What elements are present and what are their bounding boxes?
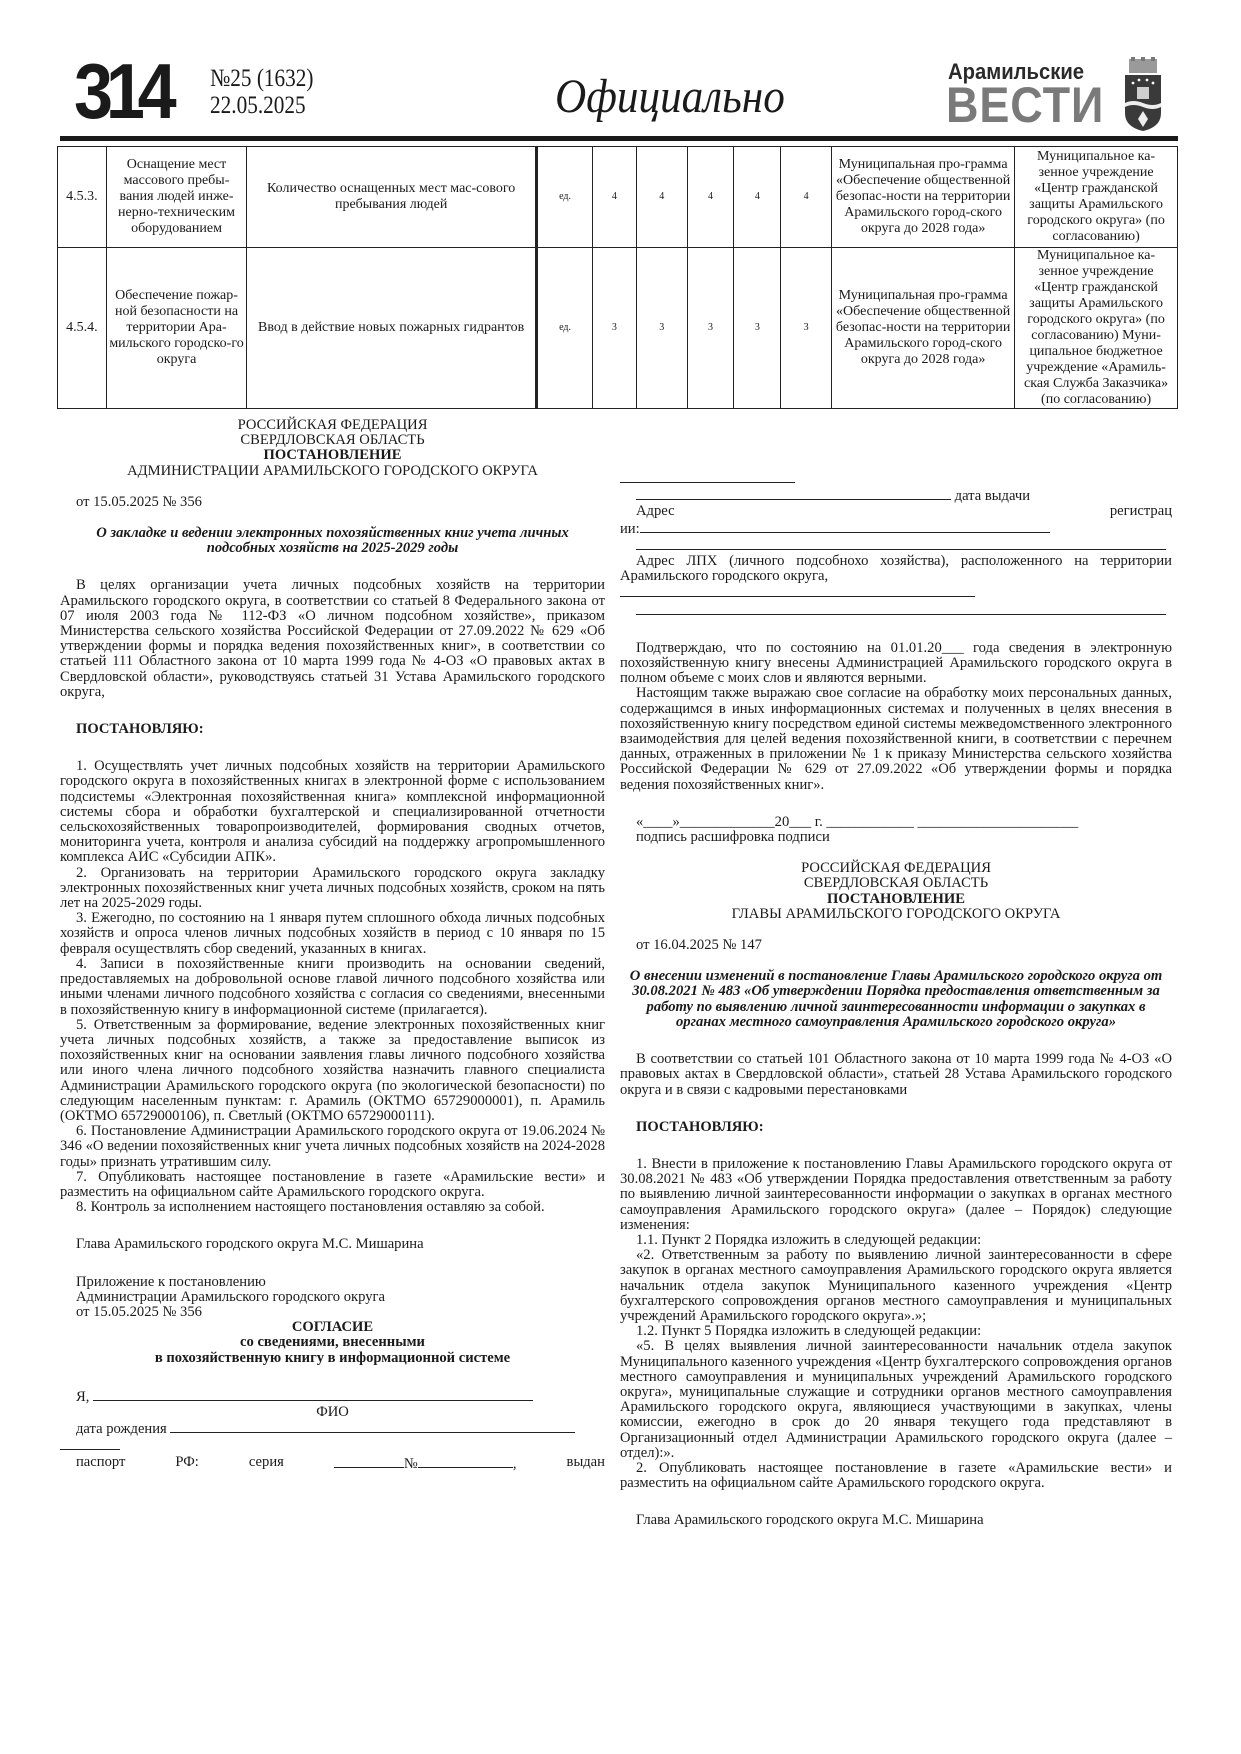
reg-address-label-wrap: ии: <box>620 520 640 537</box>
appendix-line: от 15.05.2025 № 356 <box>76 1303 202 1320</box>
doc1-item: 2. Организовать на территории Арамильского городского округа закладку электронных похозяйственных книг учета личных подсобных хозяйств, сроком на пять лет на 2025-2029 годы. <box>60 864 605 912</box>
header-country: РОССИЙСКАЯ ФЕДЕРАЦИЯ <box>237 417 428 433</box>
reg-address-label-end: регистрац <box>1109 503 1172 520</box>
program: Муниципальная про-грамма «Обеспечение общественной безопас-ности на территории Арамильского город-ского округа до 2028 года» <box>832 248 1015 409</box>
header-region: СВЕРДЛОВСКАЯ ОБЛАСТЬ <box>240 432 425 449</box>
doc2-title: О внесении изменений в постановление Главы Арамильского городского округа от 30.08.2021 № 483 «Об утверждении Порядка предоставления ответственным за работу по выявлению личной заинтересованности информации о закупках в органах местного самоуправления Арамильского городского округа» <box>629 968 1163 1030</box>
consent-subtitle: со сведениями, внесенными <box>240 1334 425 1351</box>
page-number: 314 <box>74 47 170 135</box>
executor: Муниципальное ка-зенное учреждение «Центр гражданской защиты Арамильского городского округа» (по согласованию) <box>1015 147 1178 248</box>
doc1-resolve: ПОСТАНОВЛЯЮ: <box>76 721 204 738</box>
doc2-item: 1.2. Пункт 5 Порядка изложить в следующей редакции: <box>636 1323 982 1340</box>
unit: ед. <box>537 147 593 248</box>
table-row <box>58 147 1178 248</box>
masthead <box>60 47 1180 135</box>
rf-label: РФ: <box>175 1453 199 1470</box>
issue-date: 22.05.2025 <box>210 92 306 119</box>
indicator: Ввод в действие новых пожарных гидрантов <box>247 248 537 409</box>
doc2-resolve: ПОСТАНОВЛЯЮ: <box>636 1118 764 1135</box>
value: 4 <box>636 147 687 248</box>
doc1-preamble: В целях организации учета личных подсобных хозяйств на территории Арамильского городского округа, в соответствии со статьей 8 Федерального закона от 07 июля 2003 года № 112-ФЗ «О личном подсобном хозяйстве», приказом Министерства сельского хозяйства Российской Федерации от 27.09.2022 № 629 «Об утверждении формы и порядка ведения похозяйственных книг», в соответствии со статьей 111 Областного закона от 10 марта 1999 года № 4-ОЗ «О правовых актах в Свердловской области», руководствуясь статьей 31 Устава Арамильского городского округа, <box>60 577 605 700</box>
activity-name: Обеспечение пожар-ной безопасности на территории Ара-мильского городско-го округа <box>106 248 246 409</box>
table-row <box>58 248 1178 409</box>
value: 3 <box>781 248 832 409</box>
issued-by-field-cont[interactable] <box>636 487 951 500</box>
doc2-preamble: В соответствии со статьей 101 Областного закона от 10 марта 1999 года № 4-ОЗ «О правовых актах в Свердловской области», статьей 28 Устава Арамильского городского округа и в связи с кадровыми перестановками <box>620 1051 1172 1098</box>
reg-address-label: Адрес <box>636 503 675 520</box>
lph-address-field-cont[interactable] <box>636 602 1166 615</box>
date-signature-line[interactable]: «____»_____________20___ г. ____________ ______________________ <box>636 814 1079 830</box>
issue-info <box>210 65 314 119</box>
form-passport-row: паспорт РФ: серия № , выдан <box>76 1453 605 1472</box>
logo-main-text: ВЕСТИ <box>946 77 1105 133</box>
header-doc-type: ПОСТАНОВЛЕНИЕ <box>827 890 965 907</box>
coat-of-arms-icon <box>1123 57 1163 131</box>
passport-label: паспорт <box>76 1453 126 1470</box>
indicator: Количество оснащенных мест мас-сового пребывания людей <box>247 147 537 248</box>
form-birth-row <box>60 1420 605 1437</box>
row-number: 4.5.4. <box>58 248 107 409</box>
doc1-date-number: от 15.05.2025 № 356 <box>76 493 202 510</box>
consent-subtitle: в похозяйственную книгу в информационной системе <box>154 1349 511 1366</box>
doc1-item: 4. Записи в похозяйственные книги производить на основании сведений, предоставляемых на добровольной основе главой личного подсобного хозяйства или иными членами личного подсобного хозяйства с согласия со сведениями, внесенными в похозяйственную книгу в информационной системе (прилагается). <box>60 955 605 1018</box>
birth-label: дата рождения <box>76 1421 167 1438</box>
logo-top-text: Арамильские <box>948 59 1085 84</box>
doc1-item: 5. Ответственным за формирование, ведение электронных похозяйственных книг учета личных подсобных хозяйств, а также за предоставление выписок из похозяйственных книг на основании заявления главы личного подсобного хозяйства или иного члена личного подсобного хозяйства назначить главного специалиста Администрации Арамильского городского округа (по экологической безопасности) по следующим населенным пунктам: г. Арамиль (ОКТМО 65729000001), п. Арамиль (ОКТМО 65729000106), п. Светлый (ОКТМО 65729000111). <box>60 1016 605 1124</box>
number-field[interactable] <box>418 1455 513 1468</box>
header-issuer: ГЛАВЫ АРАМИЛЬСКОГО ГОРОДСКОГО ОКРУГА <box>731 905 1061 922</box>
doc1-item: 7. Опубликовать настоящее постановление в газете «Арамильские вести» и разместить на официальном сайте Арамильского городского округа. <box>60 1168 605 1200</box>
executor: Муниципальное ка-зенное учреждение «Центр гражданской защиты Арамильского городского округа» (по согласованию) Муни-ципальное бюджетное учреждение «Арамиль-ская Служба Заказчика» (по согласованию) <box>1015 248 1178 409</box>
value: 3 <box>734 248 781 409</box>
confirm-text: Подтверждаю, что по состоянию на 01.01.20___ года сведения в электронную похозяйственную книгу внесены Администрацией Арамильского городского округа в полном объеме с моих слов и являются верными. <box>620 639 1172 687</box>
doc2-header <box>620 861 1172 922</box>
issue-date-label: дата выдачи <box>954 488 1031 505</box>
doc1-item: 1. Осуществлять учет личных подсобных хозяйств на территории Арамильского городского округа в похозяйственных книгах в электронной форме с использованием подсистемы «Электронная похозяйственная книга» комплексной информационной системы сбора и обработки бухгалтерской и специализированной отчетности сельскохозяйственных товаропроизводителей, формирования сводных отчетов, мониторинга учета, контроля и анализа субсидий на поддержку агропромышленного комплекса АИС «Субсидии АПК». <box>60 758 605 866</box>
doc2-item: 1.1. Пункт 2 Порядка изложить в следующей редакции: <box>636 1231 982 1248</box>
form-ya-label: Я, <box>76 1388 90 1405</box>
value: 3 <box>593 248 637 409</box>
value: 3 <box>636 248 687 409</box>
signature-caption: подпись расшифровка подписи <box>636 829 830 846</box>
header-country: РОССИЙСКАЯ ФЕДЕРАЦИЯ <box>801 860 991 877</box>
lph-address-field[interactable] <box>620 584 975 597</box>
value: 4 <box>781 147 832 248</box>
doc2-date-number: от 16.04.2025 № 147 <box>636 937 762 954</box>
number-label: № <box>403 1455 418 1472</box>
unit: ед. <box>537 248 593 409</box>
value: 4 <box>687 147 734 248</box>
doc1-item: 8. Контроль за исполнением настоящего постановления оставляю за собой. <box>76 1199 545 1216</box>
appendix-line: Приложение к постановлению <box>76 1273 266 1290</box>
birth-date-field[interactable] <box>170 1420 575 1433</box>
doc1-item: 6. Постановление Администрации Арамильского городского округа от 19.06.2024 № 346 «О ведении похозяйственных книг учета личных подсобных хозяйств на 2024-2028 годы» признать утратившим силу. <box>60 1123 605 1170</box>
reg-address-row <box>620 504 1172 519</box>
fio-field[interactable] <box>93 1388 533 1401</box>
doc2-signature: Глава Арамильского городского округа М.С. Мишарина <box>636 1512 984 1529</box>
doc2-item: «2. Ответственным за работу по выявлению личной заинтересованности в сфере закупок в органах местного самоуправления Арамильского городского округа является начальник отдела закупок Муниципального казенного учреждения «Центр бухгалтерского сопровождения органов местного самоуправления и муниципальных учреждений Арамильского городского округа».»; <box>620 1247 1172 1324</box>
header-doc-type: ПОСТАНОВЛЕНИЕ <box>263 447 402 464</box>
doc1-title: О закладке и ведении электронных похозяйственных книг учета личных подсобных хозяйств на 2025-2029 годы <box>96 525 569 557</box>
masthead-rule <box>60 136 1178 141</box>
doc2-item: 2. Опубликовать настоящее постановление в газете «Арамильские вести» и разместить на официальном сайте Арамильского городского округа. <box>620 1459 1172 1492</box>
program: Муниципальная про-грамма «Обеспечение общественной безопас-ности на территории Арамильского город-ского округа до 2028 года» <box>832 147 1015 248</box>
personal-data-consent: Настоящим также выражаю свое согласие на обработку моих персональных данных, содержащимся в иных информационных системах и полученных в целях внесения в похозяйственную книгу посредством единой системы межведомственного электронного взаимодействия для целей ведения похозяйственной книги, в соответствии с перечнем данных, отраженных в приложении № 1 к приказу Министерства сельского хозяйства Российской Федерации № 629 от 27.09.2022 «Об утверждении формы и порядка ведения похозяйственных книг». <box>620 685 1172 793</box>
reg-address-field-cont[interactable] <box>636 537 1166 550</box>
consent-title: СОГЛАСИЕ <box>291 1319 374 1336</box>
header-issuer: АДМИНИСТРАЦИИ АРАМИЛЬСКОГО ГОРОДСКОГО ОКРУГА <box>127 462 538 479</box>
reg-address-field[interactable] <box>640 520 1050 533</box>
doc2-item: «5. В целях выявления личной заинтересованности начальник отдела закупок Муниципального казенного учреждения «Центр бухгалтерского сопровождения органов местного самоуправления и муниципальных учреждений Арамильского городского округа», муниципальные служащие и сотрудники органов местного самоуправления Арамильского городского округа, являющиеся участвующими в закупках, члены комиссии, ежегодно в срок до 20 января текущего года представляют в Организационный отдел Администрации Арамильского городского округа (далее – отдел):». <box>620 1338 1172 1461</box>
issued-by-field[interactable] <box>620 470 795 483</box>
doc1-item: 3. Ежегодно, по состоянию на 1 января путем сплошного обхода личных подсобных хозяйств и опроса членов личных подсобных хозяйств в период с 10 января по 15 февраля осуществлять сбор сведений, указанных в книгах. <box>60 910 605 957</box>
doc1-header <box>60 418 605 479</box>
appendix-line: Администрации Арамильского городского округа <box>76 1288 385 1305</box>
issue-number: №25 (1632) <box>210 65 314 92</box>
issued-label: выдан <box>566 1453 605 1470</box>
doc1-signature: Глава Арамильского городского округа М.С. Мишарина <box>76 1236 424 1253</box>
value: 4 <box>734 147 781 248</box>
row-number: 4.5.3. <box>58 147 107 248</box>
value: 4 <box>593 147 637 248</box>
lph-address-label: Адрес ЛПХ (личного подсобнохо хозяйства), расположенного на территории Арамильского городского округа, <box>620 553 1172 585</box>
value: 3 <box>687 248 734 409</box>
right-column <box>620 470 1172 1529</box>
fio-caption: ФИО <box>316 1403 349 1420</box>
program-table <box>57 146 1178 409</box>
series-field[interactable] <box>334 1455 404 1468</box>
doc2-item: 1. Внести в приложение к постановлению Главы Арамильского городского округа от 30.08.2021 № 483 «Об утверждении Порядка предоставления ответственным за работу по выявлению личной заинтересованности информации о закупках в органах местного самоуправления Арамильского городского округа» (далее – Порядок) следующие изменения: <box>620 1155 1172 1233</box>
section-title: Официально <box>555 70 785 123</box>
header-region: СВЕРДЛОВСКАЯ ОБЛАСТЬ <box>803 875 989 892</box>
left-column <box>60 418 605 1472</box>
series-label: серия <box>248 1453 284 1470</box>
activity-name: Оснащение мест массового пребы-вания людей инже-нерно-техническим оборудованием <box>106 147 246 248</box>
form-fio-row <box>60 1388 605 1405</box>
birth-date-field-cont[interactable] <box>60 1437 120 1450</box>
